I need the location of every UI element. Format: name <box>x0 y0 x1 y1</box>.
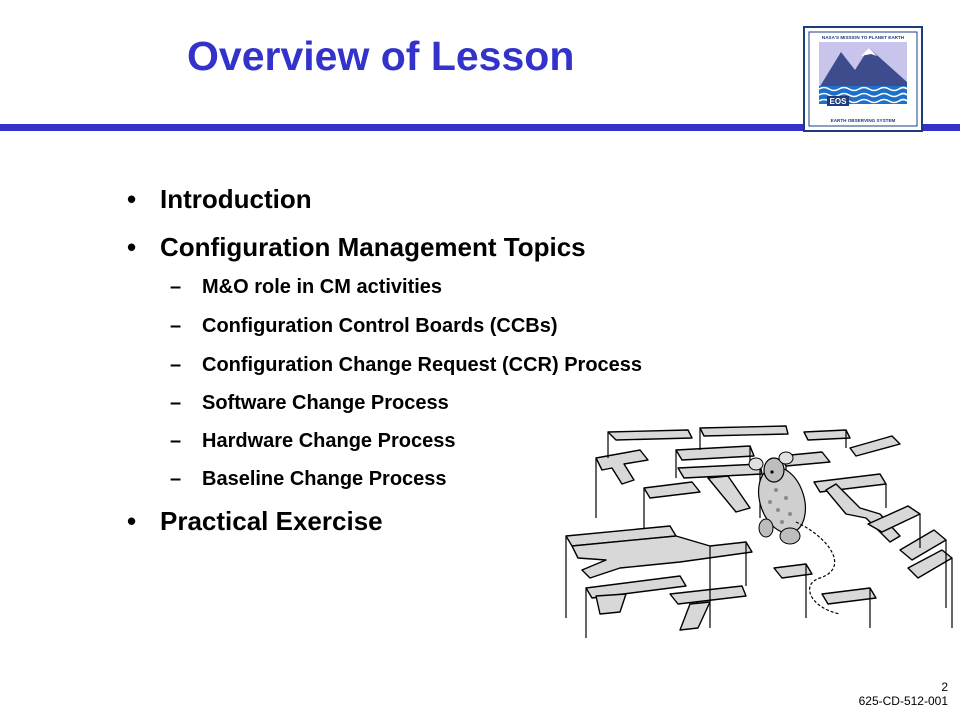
bullet-text: Introduction <box>160 184 312 214</box>
sub-bullet-text: Configuration Change Request (CCR) Process <box>202 354 643 376</box>
slide-title: Overview of Lesson <box>187 33 575 79</box>
dash-glyph: – <box>170 430 182 452</box>
bullet-introduction <box>127 186 312 212</box>
sub-bullet-text: Configuration Control Boards (CCBs) <box>202 315 558 337</box>
sub-bullet-text: Baseline Change Process <box>202 468 447 490</box>
document-id: 625-CD-512-001 <box>858 694 948 709</box>
bullet-glyph: • <box>127 506 137 536</box>
sub-bullet-text: M&O role in CM activities <box>202 276 443 298</box>
bullet-text: Configuration Management Topics <box>160 232 586 262</box>
logo-bottom-text: EARTH OBSERVING SYSTEM <box>830 118 896 123</box>
sub-bullet-text: Software Change Process <box>202 392 449 414</box>
page-number: 2 <box>941 680 948 694</box>
dash-glyph: – <box>170 354 182 376</box>
bullet-cm-topics <box>127 234 586 260</box>
bullet-text: Practical Exercise <box>160 506 383 536</box>
bullet-glyph: • <box>127 232 137 262</box>
sub-bullet <box>170 277 442 297</box>
bullet-glyph: • <box>127 184 137 214</box>
sub-bullet <box>170 393 449 413</box>
sub-bullet <box>170 469 447 489</box>
bullet-practical-exercise <box>127 508 383 534</box>
maze-illustration <box>560 418 960 640</box>
logo-top-text: NASA'S MISSION TO PLANET EARTH <box>821 35 905 40</box>
logo-center-text: EOS <box>829 97 847 106</box>
mouse-icon <box>749 452 840 614</box>
sub-bullet <box>170 431 455 451</box>
dash-glyph: – <box>170 276 182 298</box>
sub-bullet <box>170 355 642 375</box>
page-footer <box>859 680 948 709</box>
sub-bullet <box>170 316 558 336</box>
dash-glyph: – <box>170 315 182 337</box>
dash-glyph: – <box>170 392 182 414</box>
sub-bullet-text: Hardware Change Process <box>202 430 456 452</box>
dash-glyph: – <box>170 468 182 490</box>
